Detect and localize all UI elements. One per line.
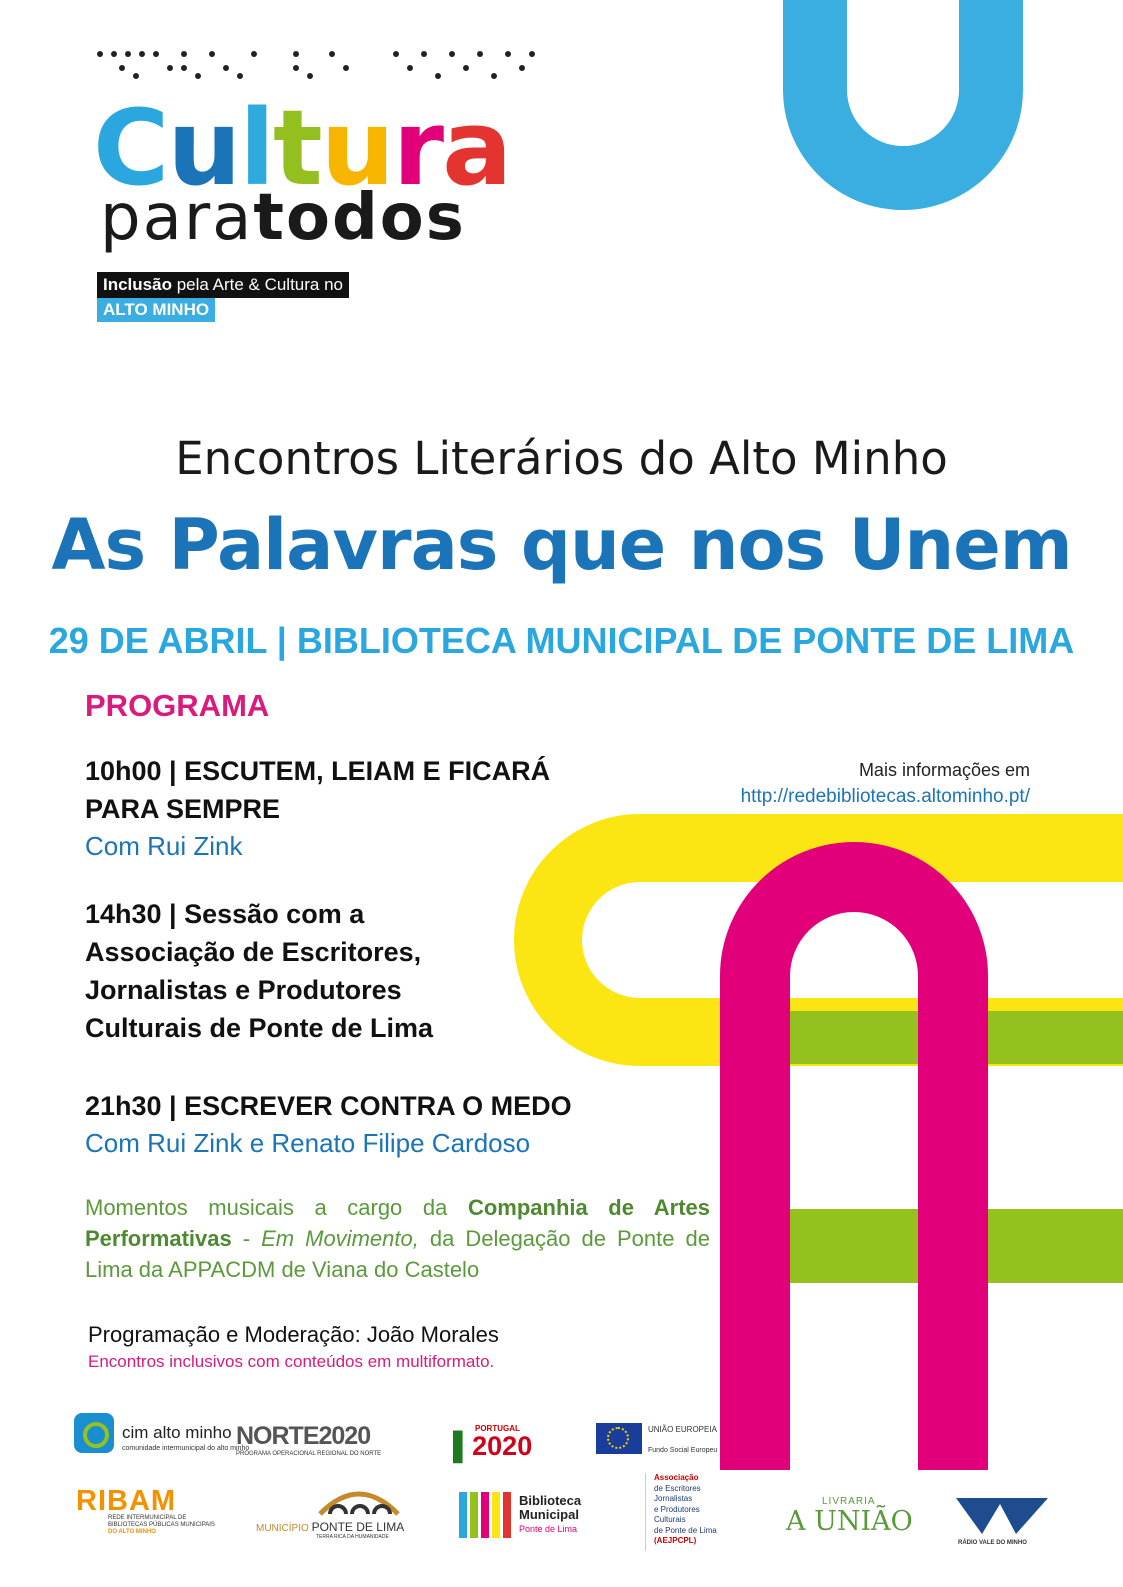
music-text: Momentos musicais a cargo da — [85, 1195, 468, 1220]
logo-region-badge: ALTO MINHO — [97, 298, 215, 322]
programming-credit: Programação e Moderação: João Morales — [88, 1322, 499, 1347]
event-subtitle: Encontros Literários do Alto Minho — [175, 432, 948, 485]
green-bar-inner-lower — [789, 1209, 919, 1283]
aejpcpl-logo — [645, 1473, 719, 1551]
aejpcpl-text: (AEJPCPL) — [654, 1536, 697, 1545]
livraria-uniao-logo — [786, 1496, 916, 1540]
logo-letter: a — [442, 87, 511, 209]
music-company: Companhia de Artes Performativas — [85, 1195, 710, 1251]
program-item-title: Associação de Escritores, — [85, 937, 422, 967]
program-item-title: 14h30 | Sessão com a — [85, 899, 365, 929]
logo-letter: r — [392, 87, 443, 209]
event-date-venue: 29 DE ABRIL | BIBLIOTECA MUNICIPAL DE PONTE DE LIMA — [48, 620, 1075, 661]
program-item-afternoon — [85, 895, 433, 1047]
bridge-icon — [316, 1480, 402, 1518]
cim-logo-subtext: comunidade intermunicipal do alto minho — [122, 1445, 250, 1452]
logo-letter: C — [93, 87, 168, 209]
municipio-subtext: TERRA RICA DA HUMANIDADE — [316, 1534, 389, 1540]
livraria-text: A UNIÃO — [786, 1506, 913, 1537]
green-bar-inner-upper — [789, 1011, 919, 1064]
ribam-logo — [76, 1485, 216, 1543]
music-movement: Em Movimento, — [261, 1226, 419, 1251]
aejpcpl-text: Culturais — [654, 1515, 686, 1524]
program-heading: PROGRAMA — [85, 688, 270, 723]
program-item-evening — [85, 1087, 572, 1161]
aejpcpl-text: de Ponte de Lima — [654, 1525, 717, 1535]
books-icon — [459, 1490, 511, 1540]
eu-logo-subtext: Fundo Social Europeu — [648, 1447, 718, 1454]
municipio-ponte-lima-logo — [256, 1480, 416, 1540]
radio-logo-icon — [952, 1494, 1052, 1538]
logo-letter: u — [320, 87, 393, 209]
more-info-label: Mais informações em — [858, 760, 1030, 780]
norte-logo-subtext: PROGRAMA OPERACIONAL REGIONAL DO NORTE — [236, 1451, 382, 1457]
tagline-rest: pela Arte & Cultura no — [171, 275, 344, 294]
event-title: As Palavras que nos Unem — [51, 504, 1072, 586]
tagline-bold: Inclusão — [103, 275, 172, 294]
logo-para-text: para — [100, 181, 254, 255]
municipio-label: MUNICÍPIO — [256, 1523, 309, 1534]
portugal-logo-text: 2020 — [472, 1431, 533, 1461]
music-text: - — [231, 1226, 262, 1251]
program-item-morning — [85, 752, 550, 864]
radio-logo-text: RÁDIO VALE DO MINHO — [958, 1540, 1027, 1546]
livraria-small-text: LIVRARIA — [822, 1496, 876, 1507]
biblioteca-municipal-logo — [459, 1490, 589, 1540]
cim-logo-text: cim alto minho — [122, 1423, 232, 1442]
more-info-link[interactable]: http://redebibliotecas.altominho.pt/ — [740, 786, 1030, 807]
magenta-arch-shape — [755, 877, 953, 1470]
portugal2020-logo: PORTUGAL ▌2020 — [453, 1424, 533, 1461]
program-item-speaker: Com Rui Zink — [85, 831, 243, 861]
cim-logo-icon — [74, 1413, 114, 1453]
aejpcpl-text: e Produtores — [654, 1504, 700, 1514]
ribam-subtext: REDE INTERMUNICIPAL DE — [108, 1515, 187, 1521]
ribam-logo-text: RIBAM — [76, 1485, 177, 1517]
ribam-subtext: BIBLIOTECAS PÚBLICAS MUNICIPAIS — [108, 1522, 215, 1528]
aejpcpl-text: Associação — [654, 1473, 699, 1482]
biblioteca-subtext: Ponte de Lima — [519, 1524, 578, 1534]
program-item-title: 21h30 | ESCREVER CONTRA O MEDO — [85, 1091, 572, 1121]
cim-alto-minho-logo — [74, 1413, 250, 1457]
logo-tagline — [97, 272, 349, 298]
program-item-title: PARA SEMPRE — [85, 794, 281, 824]
logo-letter: l — [239, 87, 274, 209]
logo-letter: u — [167, 87, 240, 209]
braille-text-icon — [96, 48, 536, 82]
eu-flag-icon — [596, 1423, 642, 1454]
portugal-logo-small: PORTUGAL — [475, 1424, 520, 1433]
music-note — [85, 1192, 710, 1285]
radio-vale-minho-logo — [952, 1494, 1052, 1550]
ribam-subtext: DO ALTO MINHO — [108, 1529, 156, 1535]
program-item-speaker: Com Rui Zink e Renato Filipe Cardoso — [85, 1128, 531, 1158]
program-item-title: Culturais de Ponte de Lima — [85, 1013, 434, 1043]
logo-todos-text: todos — [253, 181, 466, 255]
music-text: da Delegação de Ponte de Lima da APPACDM de Viana do Castelo — [85, 1226, 710, 1282]
eu-logo-text: UNIÃO EUROPEIA — [648, 1425, 717, 1434]
norte2020-logo — [236, 1422, 381, 1457]
biblioteca-text: Municipal — [519, 1507, 579, 1522]
biblioteca-text: Biblioteca — [519, 1493, 582, 1508]
norte-logo-text: NORTE2020 — [236, 1422, 371, 1450]
aejpcpl-text: Jornalistas — [654, 1494, 693, 1503]
blue-arc-shape — [815, 0, 991, 178]
program-item-title: 10h00 | ESCUTEM, LEIAM E FICARÁ — [85, 756, 551, 786]
para-todos-logo — [100, 181, 466, 255]
aejpcpl-text: de Escritores — [654, 1483, 701, 1493]
municipio-name: PONTE DE LIMA — [311, 1520, 405, 1534]
logo-letter: t — [273, 87, 321, 209]
program-item-title: Jornalistas e Produtores — [85, 975, 402, 1005]
inclusive-note: Encontros inclusivos com conteúdos em multiformato. — [88, 1352, 495, 1371]
